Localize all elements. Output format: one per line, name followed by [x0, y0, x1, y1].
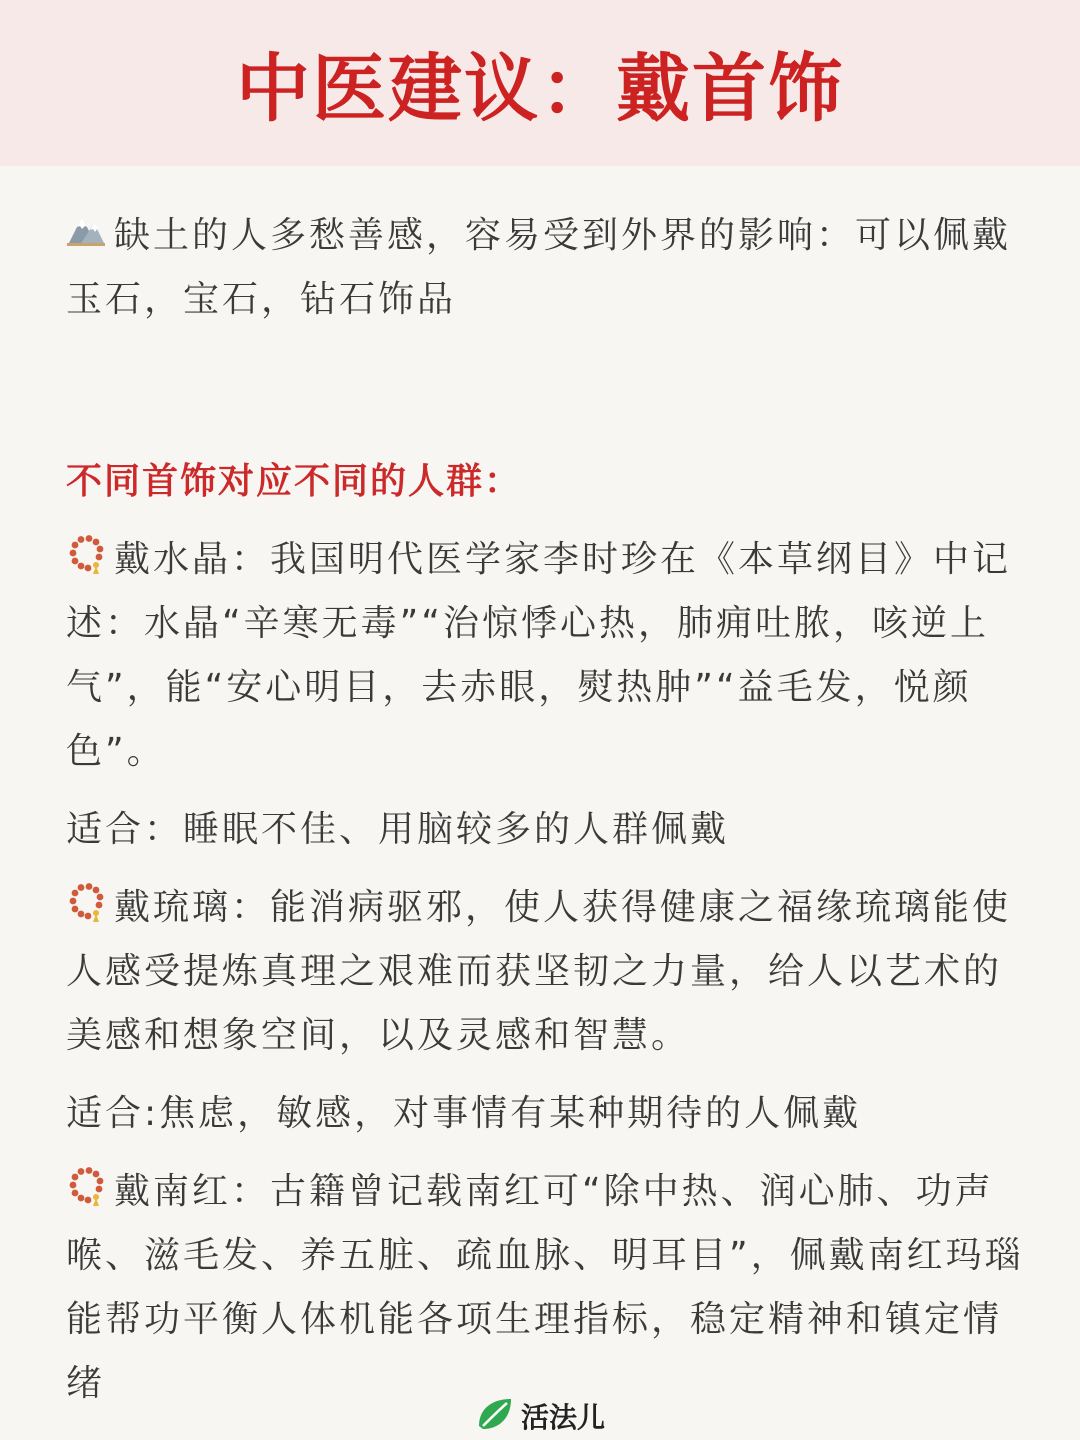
- section-heading: 不同首饰对应不同的人群：: [66, 461, 523, 502]
- brand-name: 活法儿: [520, 1401, 605, 1434]
- prayer-beads-icon: [66, 535, 110, 575]
- item-suitable: 适合：睡眠不佳、用脑较多的人群佩戴: [66, 809, 730, 850]
- intro-text: 缺土的人多愁善感，容易受到外界的影响：可以佩戴玉石，宝石，钻石饰品: [66, 215, 1012, 320]
- mountain-icon: [66, 211, 110, 251]
- item-crystal: [66, 528, 1026, 784]
- prayer-beads-icon: [66, 883, 110, 923]
- prayer-beads-icon: [66, 1167, 110, 1207]
- page-title: 中医建议：戴首饰: [236, 46, 844, 132]
- footer-brand: [0, 1396, 1080, 1436]
- article-body: [66, 204, 1026, 1416]
- item-text: 戴水晶：我国明代医学家李时珍在《本草纲目》中记述：水晶“辛寒无毒”“治惊悸心热，肺痈吐脓，咳逆上气”，能“安心明目，去赤眼，熨热肿”“益毛发，悦颜色”。: [66, 539, 1012, 772]
- item-glaze: [66, 876, 1026, 1068]
- leaf-icon: [475, 1396, 515, 1436]
- header: [0, 0, 1080, 166]
- item-text: 戴南红：古籍曾记载南红可“除中热、润心肺、功声喉、滋毛发、养五脏、疏血脉、明耳目”，佩戴南红玛瑙能帮功平衡人体机能各项生理指标，稳定精神和镇定情绪: [66, 1171, 1024, 1404]
- item-text: 戴琉璃：能消病驱邪，使人获得健康之福缘琉璃能使人感受提炼真理之艰难而获坚韧之力量，给人以艺术的美感和想象空间，以及灵感和智慧。: [66, 887, 1012, 1056]
- item-nanhong: [66, 1160, 1026, 1416]
- item-suitable: 适合:焦虑，敏感，对事情有某种期待的人佩戴: [66, 1093, 862, 1134]
- intro-paragraph: [66, 204, 1026, 332]
